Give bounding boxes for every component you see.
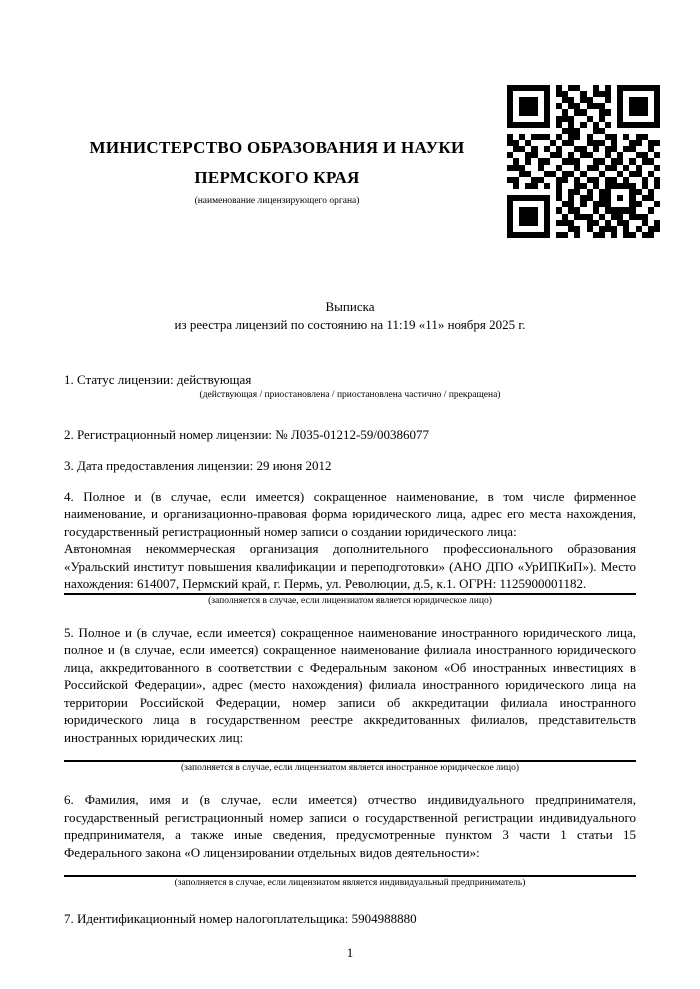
inn-line: 7. Идентификационный номер налогоплательщика: 5904988880	[64, 911, 417, 926]
legal-entity-label: 4. Полное и (в случае, если имеется) сокращенное наименование, в том числе фирменное наименование, и организационно-правовая форма юридического лица, адрес его места нахождения, государственный регистрационный номер записи о создании юридического лица:	[64, 488, 636, 539]
ministry-caption: (наименование лицензирующего органа)	[194, 196, 360, 206]
page-number: 1	[346, 944, 354, 960]
grant-date-line: 3. Дата предоставления лицензии: 29 июня 2012	[64, 458, 332, 473]
license-status-line: 1. Статус лицензии: действующая	[64, 372, 252, 387]
qr-code	[507, 85, 660, 238]
entrepreneur-note: (заполняется в случае, если лицензиатом является индивидуальный предприниматель)	[174, 878, 526, 888]
ministry-name-line2: ПЕРМСКОГО КРАЯ	[194, 168, 360, 187]
document-subtitle: из реестра лицензий по состоянию на 11:19 «11» ноября 2025 г.	[174, 316, 526, 332]
document-body	[0, 298, 700, 961]
legal-entity-note: (заполняется в случае, если лицензиатом является юридическое лицо)	[208, 595, 492, 606]
entrepreneur-label: 6. Фамилия, имя и (в случае, если имеется) отчество индивидуального предпринимателя, государственный регистрационный номер записи о государственной регистрации индивидуального предпринимателя, а также иные сведения, предусмотренные пунктом 3 части 1 статьи 15 Федерального закона «О лицензировании отдельных видов деятельности»:	[64, 792, 636, 860]
foreign-entity-label: 5. Полное и (в случае, если имеется) сокращенное наименование иностранного юридического лица, полное и (в случае, если имеется) сокращенное наименование филиала иностранного юридического лица, аккредитованного в соответствии с Федеральным законом «Об иностранных инвестициях в Российской Федерации», адрес (место нахождения) филиала иностранного юридического лица на территории Российской Федерации, номер записи об аккредитации филиала иностранного юридического лица в государственном реестре аккредитованных филиалов, представительств иностранных юридических лиц:	[64, 624, 636, 745]
document-header	[0, 0, 700, 238]
qr-code-wrap	[507, 85, 660, 238]
licensing-authority-block	[64, 85, 490, 206]
registration-number-line: 2. Регистрационный номер лицензии: № Л035-01212-59/00386077	[64, 426, 430, 442]
foreign-entity-note: (заполняется в случае, если лицензиатом является иностранное юридическое лицо)	[181, 763, 519, 773]
license-status-note: (действующая / приостановлена / приостановлена частично / прекращена)	[199, 389, 501, 400]
ministry-name-line1: МИНИСТЕРСТВО ОБРАЗОВАНИЯ И НАУКИ	[89, 138, 465, 157]
legal-entity-value: Автономная некоммерческая организация дополнительного профессионального образования «Уральский институт повышения квалификации и переподготовки» (АНО ДПО «УрИПКиП»). Место нахождения: 614007, Пермский край, г. Пермь, ул. Революции, д.5, к.1. ОГРН: 1125900001182.	[64, 541, 636, 591]
document-title: Выписка	[325, 299, 375, 314]
